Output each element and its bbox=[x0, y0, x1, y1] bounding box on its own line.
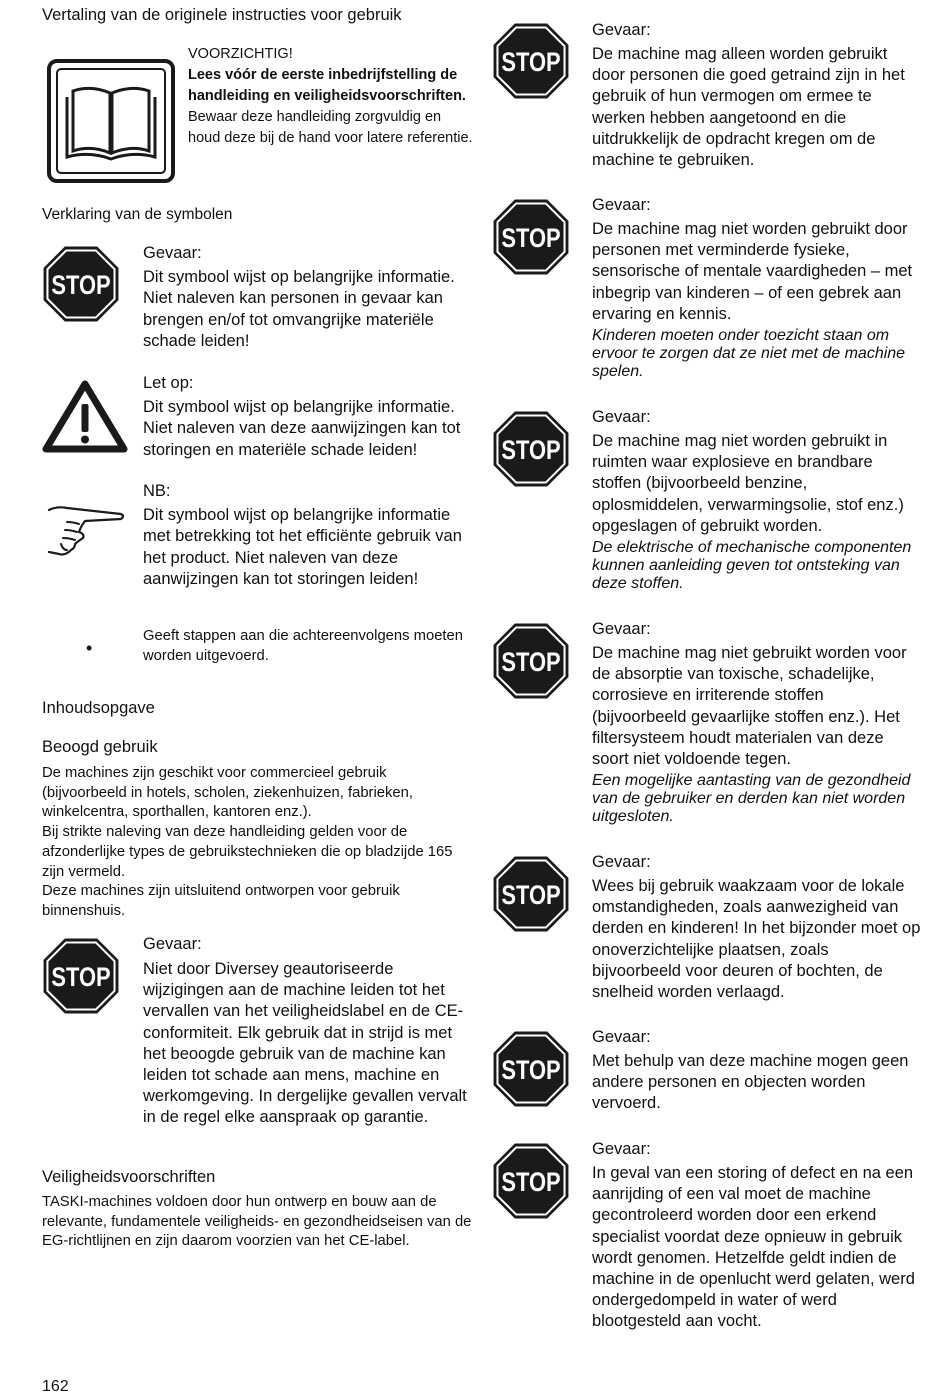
safety-text: TASKI-machines voldoen door hun ontwerp en bouw aan de relevante, fundamentele veiligheids- en gezondheidseisen van de EG-richtlijnen en zijn daarom voorzien van het CE-label. bbox=[42, 1194, 472, 1250]
intended-use-para: Deze machines zijn uitsluitend ontworpen voor gebruik binnenshuis. bbox=[42, 883, 400, 919]
stop-icon bbox=[492, 1030, 570, 1108]
warning-title: Gevaar: bbox=[592, 408, 651, 426]
warning-block bbox=[592, 407, 922, 593]
caution-bold-text: Lees vóór de eerste inbedrijfstelling de handleiding en veiligheidsvoorschriften. bbox=[188, 67, 466, 104]
stop-icon bbox=[492, 22, 570, 100]
warning-text: Met behulp van deze machine mogen geen andere personen en objecten worden vervoerd. bbox=[592, 1052, 909, 1113]
symbol-item-danger bbox=[143, 244, 473, 352]
symbol-text: Dit symbool wijst op belangrijke informatie met betrekking tot het efficiënte gebruik van het product. Niet naleven van deze aanwijzingen kan tot storingen leiden! bbox=[143, 506, 462, 588]
symbol-title: NB: bbox=[143, 482, 171, 500]
page-number: 162 bbox=[42, 1378, 69, 1395]
warning-title: Gevaar: bbox=[592, 1028, 651, 1046]
manual-book-icon bbox=[47, 59, 175, 183]
warning-text: De machine mag niet gebruikt worden voor de absorptie van toxische, schadelijke, corrosieve en irriterende stoffen (bijvoorbeeld gevaarlijke stoffen enz.). Het filtersysteem houdt materialen van deze soort niet voldoende tegen. bbox=[592, 644, 907, 769]
warning-triangle-icon bbox=[42, 378, 128, 454]
symbol-text: Dit symbool wijst op belangrijke informatie. Niet naleven kan personen in gevaar kan brengen en/of tot omvangrijke materiële schade leiden! bbox=[143, 268, 455, 350]
warning-block bbox=[592, 852, 922, 1003]
symbol-title: Let op: bbox=[143, 374, 194, 392]
symbol-title: Gevaar: bbox=[143, 244, 202, 262]
intended-use-para: De machines zijn geschikt voor commercieel gebruik (bijvoorbeeld in hotels, scholen, ziekenhuizen, fabrieken, winkelcentra, sporthallen, kantoren enz.). bbox=[42, 765, 413, 821]
warning-block bbox=[592, 619, 922, 826]
stop-icon bbox=[492, 622, 570, 700]
caution-text: Bewaar deze handleiding zorgvuldig en houd deze bij de hand voor latere referentie. bbox=[188, 109, 473, 146]
stop-icon bbox=[42, 245, 120, 323]
warning-italic-text: De elektrische of mechanische componenten kunnen aanleiding geven tot ontsteking van deze stoffen. bbox=[592, 539, 912, 593]
warning-text: In geval van een storing of defect en na een aanrijding of een val moet de machine gecontroleerd worden door een erkend specialist voordat deze opnieuw in gebruik wordt genomen. Hetzelfde geldt indien de machine in de openlucht werd gelaten, werd ondergedompeld in water of werd blootgesteld aan vocht. bbox=[592, 1164, 915, 1331]
safety-heading: Veiligheidsvoorschriften bbox=[42, 1168, 216, 1186]
warning-block bbox=[592, 195, 922, 381]
warning-block bbox=[592, 1027, 922, 1115]
warning-block bbox=[592, 1139, 922, 1333]
warning-title: Gevaar: bbox=[143, 935, 202, 953]
stop-icon bbox=[492, 410, 570, 488]
warning-text: Niet door Diversey geautoriseerde wijzigingen aan de machine leiden tot het vervallen van het veiligheidslabel en de CE-conformiteit. Elk gebruik dat in strijd is met het beoogde gebruik van de machine kan leiden tot schade aan mens, machine en werkomgeving. In dergelijke gevallen vervalt in de regel elke aanspraak op garantie. bbox=[143, 960, 467, 1127]
toc-heading[interactable]: Inhoudsopgave bbox=[42, 699, 155, 717]
stop-icon bbox=[492, 855, 570, 933]
intended-use-body bbox=[42, 764, 474, 922]
stop-icon bbox=[492, 198, 570, 276]
caution-label: VOORZICHTIG! bbox=[188, 46, 293, 62]
stop-icon bbox=[492, 1142, 570, 1220]
warning-text: De machine mag niet worden gebruikt in ruimten waar explosieve en brandbare stoffen (bijvoorbeeld benzine, oplosmiddelen, verwarmingsolie, stof enz.) opgeslagen of gebruikt worden. bbox=[592, 432, 904, 535]
warning-title: Gevaar: bbox=[592, 196, 651, 214]
warning-text: De machine mag alleen worden gebruikt door personen die goed getraind zijn in het gebruik of hun vermogen om ermee te werken hebben aangetoond en die uitdrukkelijk de opdracht kregen om de machine te gebruiken. bbox=[592, 45, 905, 170]
warning-title: Gevaar: bbox=[592, 620, 651, 638]
warning-italic-text: Kinderen moeten onder toezicht staan om ervoor te zorgen dat ze niet met de machine spelen. bbox=[592, 327, 906, 381]
intended-use-heading: Beoogd gebruik bbox=[42, 738, 158, 756]
warning-text: De machine mag niet worden gebruikt door personen met verminderde fysieke, sensorische of mentale vaardigheden – met inbegrip van kinderen – of een gebrek aan ervaring en kennis. bbox=[592, 220, 913, 323]
symbols-heading: Verklaring van de symbolen bbox=[42, 206, 233, 223]
intended-use-warning bbox=[143, 934, 473, 1129]
warning-text: Wees bij gebruik waakzaam voor de lokale omstandigheden, zoals aanwezigheid van derden en kinderen! In het bijzonder moet op onoverzichtelijke plaatsen, zoals bijvoorbeeld voor deuren of bochten, de snelheid worden verlaagd. bbox=[592, 877, 921, 1002]
symbol-text: Dit symbool wijst op belangrijke informatie. Niet naleven van deze aanwijzingen kan tot storingen en materiële schade leiden! bbox=[143, 398, 461, 459]
warning-title: Gevaar: bbox=[592, 1140, 651, 1158]
warning-block bbox=[592, 20, 922, 171]
symbol-item-attention bbox=[143, 374, 473, 461]
page-title: Vertaling van de originele instructies voor gebruik bbox=[42, 6, 402, 24]
intended-use-para: Bij strikte naleving van deze handleiding gelden voor de afzonderlijke types de gebruikstechnieken die op bladzijde 165 zijn vermeld. bbox=[42, 824, 453, 880]
stop-icon bbox=[42, 937, 120, 1015]
caution-block bbox=[188, 44, 473, 149]
warning-title: Gevaar: bbox=[592, 853, 651, 871]
warning-italic-text: Een mogelijke aantasting van de gezondheid van de gebruiker en derden kan niet worden uitgesloten. bbox=[592, 772, 911, 826]
pointing-hand-icon bbox=[45, 500, 127, 560]
bullet-symbol: • bbox=[86, 638, 93, 658]
warning-title: Gevaar: bbox=[592, 21, 651, 39]
symbol-item-note bbox=[143, 482, 473, 590]
bullet-explanation: Geeft stappen aan die achtereenvolgens moeten worden uitgevoerd. bbox=[143, 628, 464, 664]
